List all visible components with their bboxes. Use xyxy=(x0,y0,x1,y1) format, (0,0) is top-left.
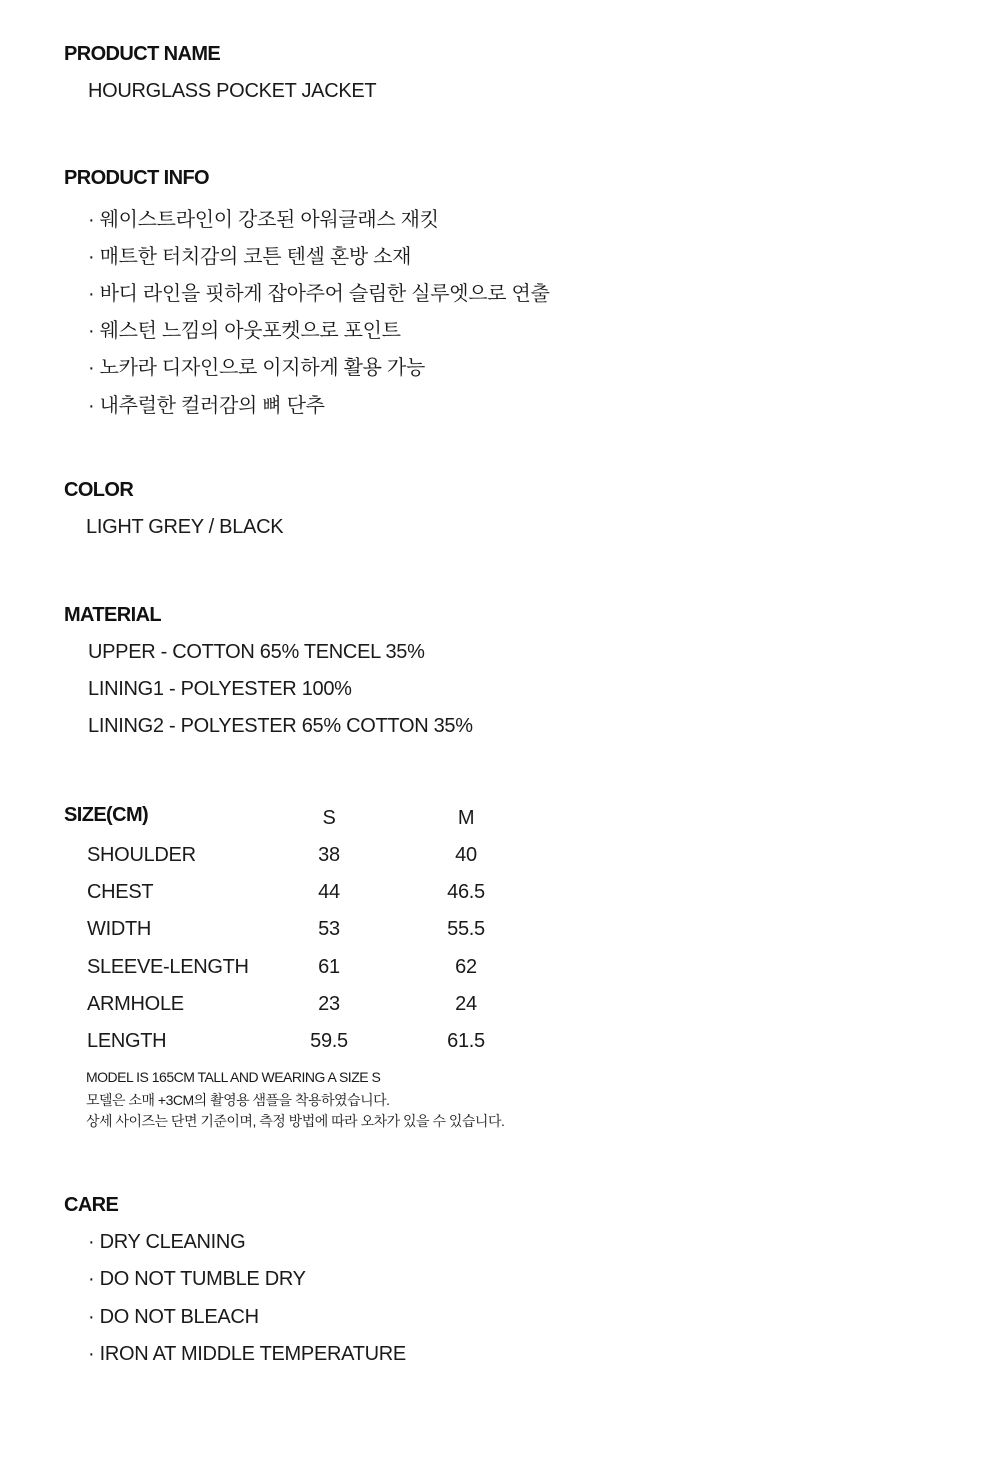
material-item: UPPER - COTTON 65% TENCEL 35% xyxy=(88,641,425,663)
size-m-value: 46.5 xyxy=(447,881,485,903)
size-row-label: SLEEVE-LENGTH xyxy=(87,956,249,978)
product-name-value: HOURGLASS POCKET JACKET xyxy=(88,80,377,102)
material-item: LINING1 - POLYESTER 100% xyxy=(88,678,352,700)
size-row-chest xyxy=(64,881,524,911)
care-item: · DRY CLEANING xyxy=(88,1231,246,1253)
care-item: · DO NOT TUMBLE DRY xyxy=(88,1268,306,1290)
care-item: · DO NOT BLEACH xyxy=(88,1306,259,1328)
color-heading: COLOR xyxy=(64,479,134,501)
care-heading: CARE xyxy=(64,1194,119,1216)
product-info-item: · 내추럴한 컬러감의 뼈 단추 xyxy=(88,395,325,417)
product-info-item: · 매트한 터치감의 코튼 텐셀 혼방 소재 xyxy=(88,246,412,268)
size-row-sleeve-length xyxy=(64,956,524,986)
size-note: 모델은 소매 +3CM의 촬영용 샘플을 착용하였습니다. xyxy=(86,1092,390,1108)
size-row-shoulder xyxy=(64,844,524,874)
size-row-label: CHEST xyxy=(87,881,154,903)
size-s-value: 53 xyxy=(318,918,340,940)
size-heading: SIZE(CM) xyxy=(64,804,149,826)
size-m-value: 55.5 xyxy=(447,918,485,940)
size-m-value: 61.5 xyxy=(447,1030,485,1052)
product-info-item: · 웨이스트라인이 강조된 아워글래스 재킷 xyxy=(88,209,439,231)
size-s-value: 61 xyxy=(318,956,340,978)
size-row-label: LENGTH xyxy=(87,1030,167,1052)
size-row-label: WIDTH xyxy=(87,918,152,940)
size-m-value: 40 xyxy=(455,844,477,866)
color-value: LIGHT GREY / BLACK xyxy=(86,516,284,538)
size-row-length xyxy=(64,1030,524,1060)
size-column-s: S xyxy=(322,807,336,829)
size-row-armhole xyxy=(64,993,524,1023)
size-note: 상세 사이즈는 단면 기준이며, 측정 방법에 따라 오차가 있을 수 있습니다. xyxy=(86,1113,505,1129)
size-s-value: 38 xyxy=(318,844,340,866)
size-row-label: SHOULDER xyxy=(87,844,196,866)
product-info-item: · 웨스턴 느낌의 아웃포켓으로 포인트 xyxy=(88,320,401,342)
size-s-value: 59.5 xyxy=(310,1030,348,1052)
size-s-value: 44 xyxy=(318,881,340,903)
size-row-width xyxy=(64,918,524,948)
size-column-m: M xyxy=(457,807,475,829)
size-m-value: 24 xyxy=(455,993,477,1015)
product-info-item: · 바디 라인을 핏하게 잡아주어 슬림한 실루엣으로 연출 xyxy=(88,283,550,305)
size-row-label: ARMHOLE xyxy=(87,993,184,1015)
size-s-value: 23 xyxy=(318,993,340,1015)
product-info-item: · 노카라 디자인으로 이지하게 활용 가능 xyxy=(88,357,425,379)
material-heading: MATERIAL xyxy=(64,604,162,626)
size-note: MODEL IS 165CM TALL AND WEARING A SIZE S xyxy=(86,1069,381,1085)
size-m-value: 62 xyxy=(455,956,477,978)
care-item: · IRON AT MIDDLE TEMPERATURE xyxy=(88,1343,406,1365)
material-item: LINING2 - POLYESTER 65% COTTON 35% xyxy=(88,715,473,737)
product-name-heading: PRODUCT NAME xyxy=(64,43,221,65)
product-info-heading: PRODUCT INFO xyxy=(64,167,210,189)
size-header-row xyxy=(64,804,524,834)
